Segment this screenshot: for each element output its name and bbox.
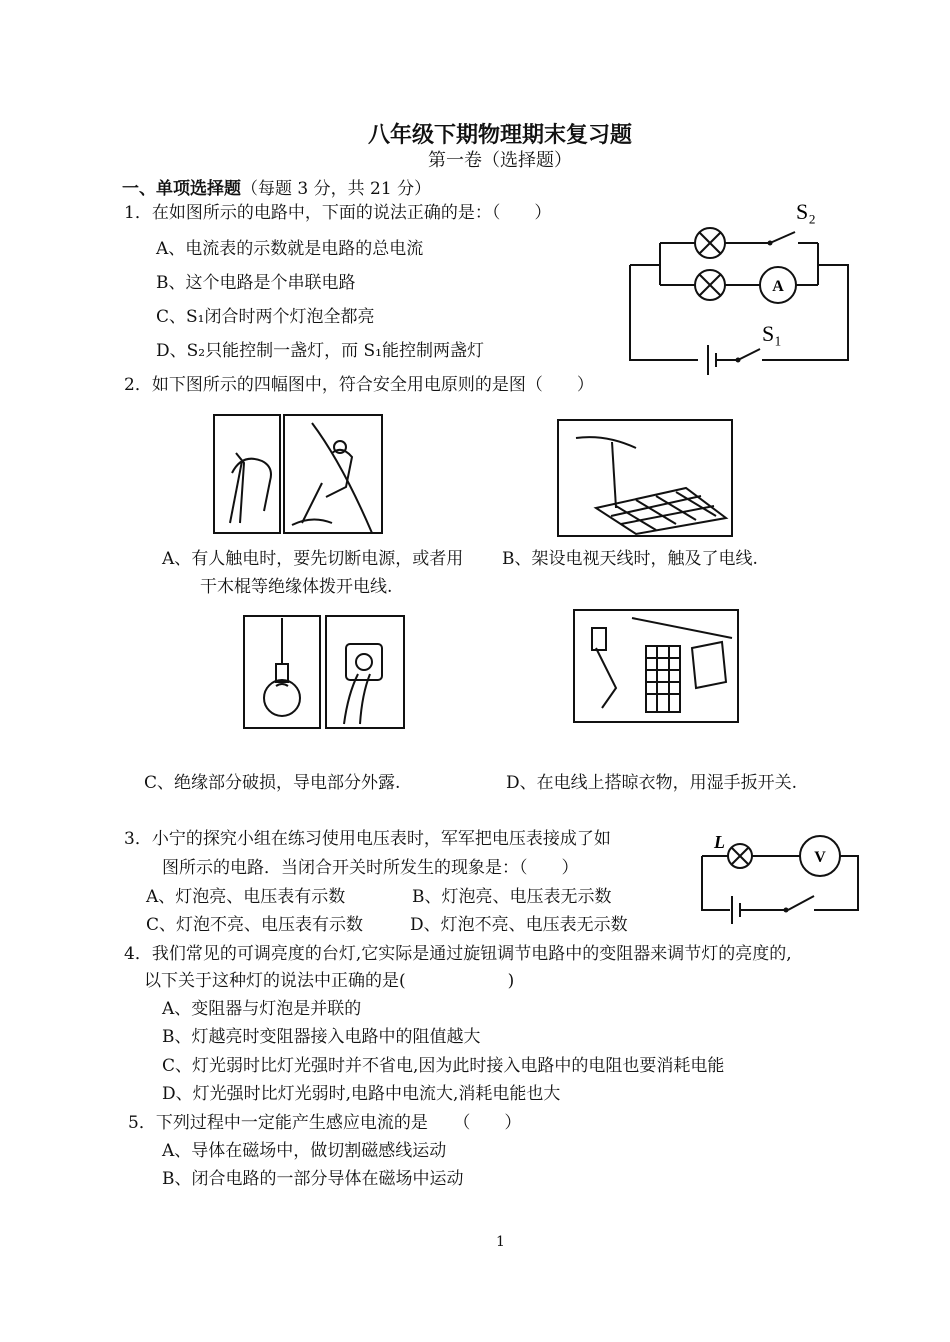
q2-option-b: B、架设电视天线时，触及了电线.: [502, 549, 758, 569]
q5-option-b: B、闭合电路的一部分导体在磁场中运动: [162, 1169, 464, 1189]
q3-option-b: B、灯泡亮、电压表无示数: [412, 887, 612, 907]
q2-option-d: D、在电线上搭晾衣物，用湿手扳开关.: [506, 773, 798, 793]
q4-option-a: A、变阻器与灯泡是并联的: [162, 999, 362, 1019]
section-label: 一、单项选择题: [122, 179, 241, 199]
section-heading: [122, 174, 431, 199]
q3-option-c: C、灯泡不亮、电压表有示数: [146, 915, 364, 935]
page-title: 八年级下期物理期末复习题: [367, 122, 632, 148]
page-number: 1: [496, 1234, 505, 1250]
ammeter-label: A: [772, 278, 784, 295]
q1-option-b: B、这个电路是个串联电路: [156, 273, 356, 293]
q4-stem-line1: 4．我们常见的可调亮度的台灯,它实际是通过旋钮调节电路中的变阻器来调节灯的亮度的,: [124, 944, 792, 964]
q1-option-c: C、S₁闭合时两个灯泡全都亮: [156, 307, 375, 327]
switch-s1-label: S₁: [762, 321, 782, 346]
q1-option-d: D、S₂只能控制一盏灯，而 S₁能控制两盏灯: [156, 341, 484, 361]
q1-stem: 1．在如图所示的电路中，下面的说法正确的是：（ ）: [124, 203, 552, 223]
q3-option-d: D、灯泡不亮、电压表无示数: [410, 915, 628, 935]
q4-option-d: D、灯光强时比灯光弱时,电路中电流大,消耗电能也大: [162, 1084, 561, 1104]
q2-picture-c: [242, 614, 406, 732]
q2-picture-a: [212, 413, 386, 537]
page-subtitle: 第一卷（选择题）: [428, 150, 572, 171]
q5-stem: 5．下列过程中一定能产生感应电流的是 （ ）: [128, 1113, 522, 1133]
section-note: （每题 3 分，共 21 分）: [241, 179, 432, 199]
q1-option-a: A、电流表的示数就是电路的总电流: [156, 239, 424, 259]
lamp-label: L: [714, 832, 725, 852]
voltmeter-label: V: [814, 849, 826, 866]
q1-circuit-diagram: [620, 195, 860, 385]
q2-stem: 2．如下图所示的四幅图中，符合安全用电原则的是图（ ）: [124, 375, 594, 395]
q4-stem-line2: 以下关于这种灯的说法中正确的是( ): [144, 971, 515, 991]
q4-option-b: B、灯越亮时变阻器接入电路中的阻值越大: [162, 1027, 481, 1047]
q4-option-c: C、灯光弱时比灯光强时并不省电,因为此时接入电路中的电阻也要消耗电能: [162, 1056, 725, 1076]
q2-picture-d: [572, 608, 740, 724]
q2-picture-b: [556, 418, 734, 538]
q3-circuit-diagram: [694, 824, 864, 928]
q5-option-a: A、导体在磁场中，做切割磁感线运动: [162, 1141, 447, 1161]
q2-option-a-line2: 干木棍等绝缘体拨开电线.: [200, 577, 393, 597]
switch-s2-label: S₂: [796, 199, 816, 224]
q3-option-a: A、灯泡亮、电压表有示数: [146, 887, 346, 907]
q3-stem-line2: 图所示的电路．当闭合开关时所发生的现象是：（ ）: [162, 858, 579, 878]
q2-option-c: C、绝缘部分破损，导电部分外露.: [144, 773, 401, 793]
q2-option-a-line1: A、有人触电时，要先切断电源，或者用: [162, 549, 464, 569]
q3-stem-line1: 3．小宁的探究小组在练习使用电压表时，军军把电压表接成了如: [124, 829, 611, 849]
